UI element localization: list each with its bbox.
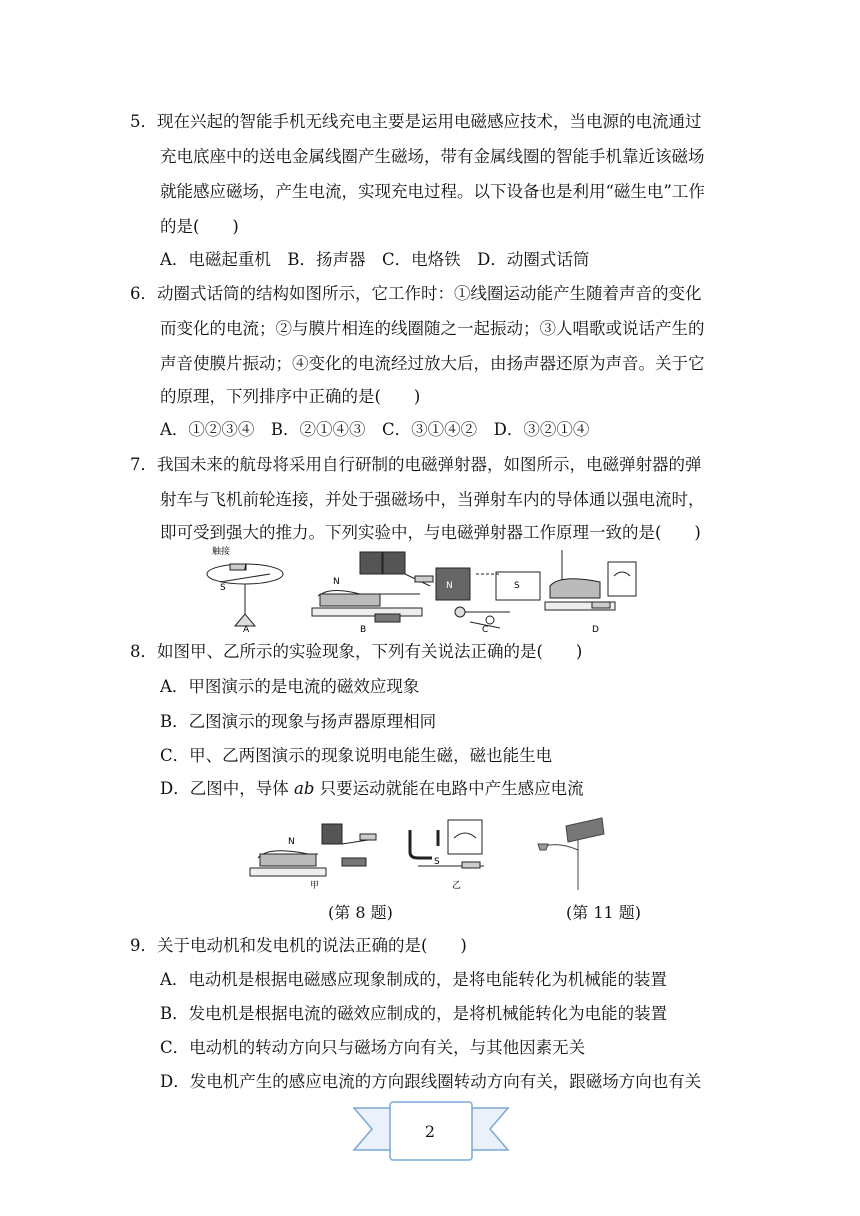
q5-line-4: 的是( ) — [160, 217, 239, 236]
fig-label-b: B — [360, 625, 367, 634]
fig-a-touch-label: 触接 — [212, 547, 231, 557]
q5-line-2: 充电底座中的送电金属线圈产生磁场，带有金属线圈的智能手机靠近该磁场 — [160, 147, 705, 166]
fig-yi-s-label: S — [434, 857, 440, 867]
caption-q11: (第 11 题) — [566, 903, 642, 922]
q9-option-d: D．发电机产生的感应电流的方向跟线圈转动方向有关，跟磁场方向也有关 — [160, 1072, 702, 1091]
q8-option-d-prefix: D．乙图中，导体 — [160, 779, 294, 798]
q7-line-1: 7．我国未来的航母将采用自行研制的电磁弹射器，如图所示，电磁弹射器的弹 — [130, 455, 702, 474]
q9-stem: 9．关于电动机和发电机的说法正确的是( ) — [130, 936, 467, 955]
q5-options: A．电磁起重机 B．扬声器 C．电烙铁 D．动圈式话筒 — [160, 250, 590, 269]
page-number: 2 — [424, 1122, 436, 1141]
figure-jia — [250, 824, 376, 876]
q9-option-c: C．电动机的转动方向只与磁场方向有关，与其他因素无关 — [160, 1038, 586, 1057]
figure-a-compass — [207, 564, 283, 626]
q9-option-b: B．发电机是根据电流的磁效应制成的，是将机械能转化为电能的装置 — [160, 1004, 668, 1023]
q6-line-2: 而变化的电流；②与膜片相连的线圈随之一起振动；③人唱歌或说话产生的 — [160, 319, 705, 338]
fig-jia-label: 甲 — [310, 881, 320, 891]
figure-d-galvanometer — [545, 550, 636, 610]
q6-line-3: 声音使膜片振动；④变化的电流经过放大后，由扬声器还原为声音。关于它 — [160, 354, 705, 373]
figure-yi — [410, 820, 484, 868]
q8-option-a: A．甲图演示的是电流的磁效应现象 — [160, 677, 420, 696]
fig-c-s-label: S — [514, 581, 520, 591]
q8-option-c: C．甲、乙两图演示的现象说明电能生磁，磁也能生电 — [160, 746, 553, 765]
fig-a-current-label: I — [244, 563, 247, 573]
q9-option-a: A．电动机是根据电磁感应现象制成的，是将电能转化为机械能的装置 — [160, 970, 667, 989]
caption-q8: (第 8 题) — [328, 903, 393, 922]
q5-line-3: 就能感应磁场，产生电流，实现充电过程。以下设备也是利用“磁生电”工作 — [160, 182, 705, 201]
figure-c-magnets — [436, 568, 540, 628]
fig-yi-label: 乙 — [452, 881, 462, 891]
fig-b-n-label: N — [333, 577, 340, 587]
q7-line-3: 即可受到强大的推力。下列实验中，与电磁弹射器工作原理一致的是( ) — [160, 523, 701, 542]
fig-a-s-label: S — [220, 583, 226, 593]
q8-option-d — [160, 775, 584, 799]
figure-b-rails — [312, 552, 433, 622]
fig-jia-n-label: N — [288, 837, 295, 847]
fig-label-c: C — [482, 625, 489, 634]
q6-line-4: 的原理，下列排序中正确的是( ) — [160, 387, 421, 406]
q6-line-1: 6．动圈式话筒的结构如图所示，它工作时：①线圈运动能产生随着声音的变化 — [130, 284, 702, 303]
fig-label-a: A — [243, 625, 250, 634]
q8-option-d-suffix: 只要运动就能在电路中产生感应电流 — [314, 779, 584, 798]
q8-option-d-variable: ab — [293, 779, 315, 798]
figure-solar-street-lamp — [538, 818, 604, 890]
q8-q11-figure — [248, 816, 618, 894]
q6-options: A．①②③④ B．②①④③ C．③①④② D．③②①④ — [160, 420, 590, 439]
q7-line-2: 射车与飞机前轮连接，并处于强磁场中，当弹射车内的导体通以强电流时， — [160, 490, 705, 509]
q5-line-1: 5．现在兴起的智能手机无线充电主要是运用电磁感应技术，当电源的电流通过 — [130, 112, 702, 131]
fig-label-d: D — [592, 625, 599, 634]
q7-experiment-figure — [200, 546, 640, 634]
q8-option-b: B．乙图演示的现象与扬声器原理相同 — [160, 712, 437, 731]
fig-c-n-label: N — [446, 581, 453, 591]
q8-stem: 8．如图甲、乙所示的实验现象，下列有关说法正确的是( ) — [130, 642, 583, 661]
